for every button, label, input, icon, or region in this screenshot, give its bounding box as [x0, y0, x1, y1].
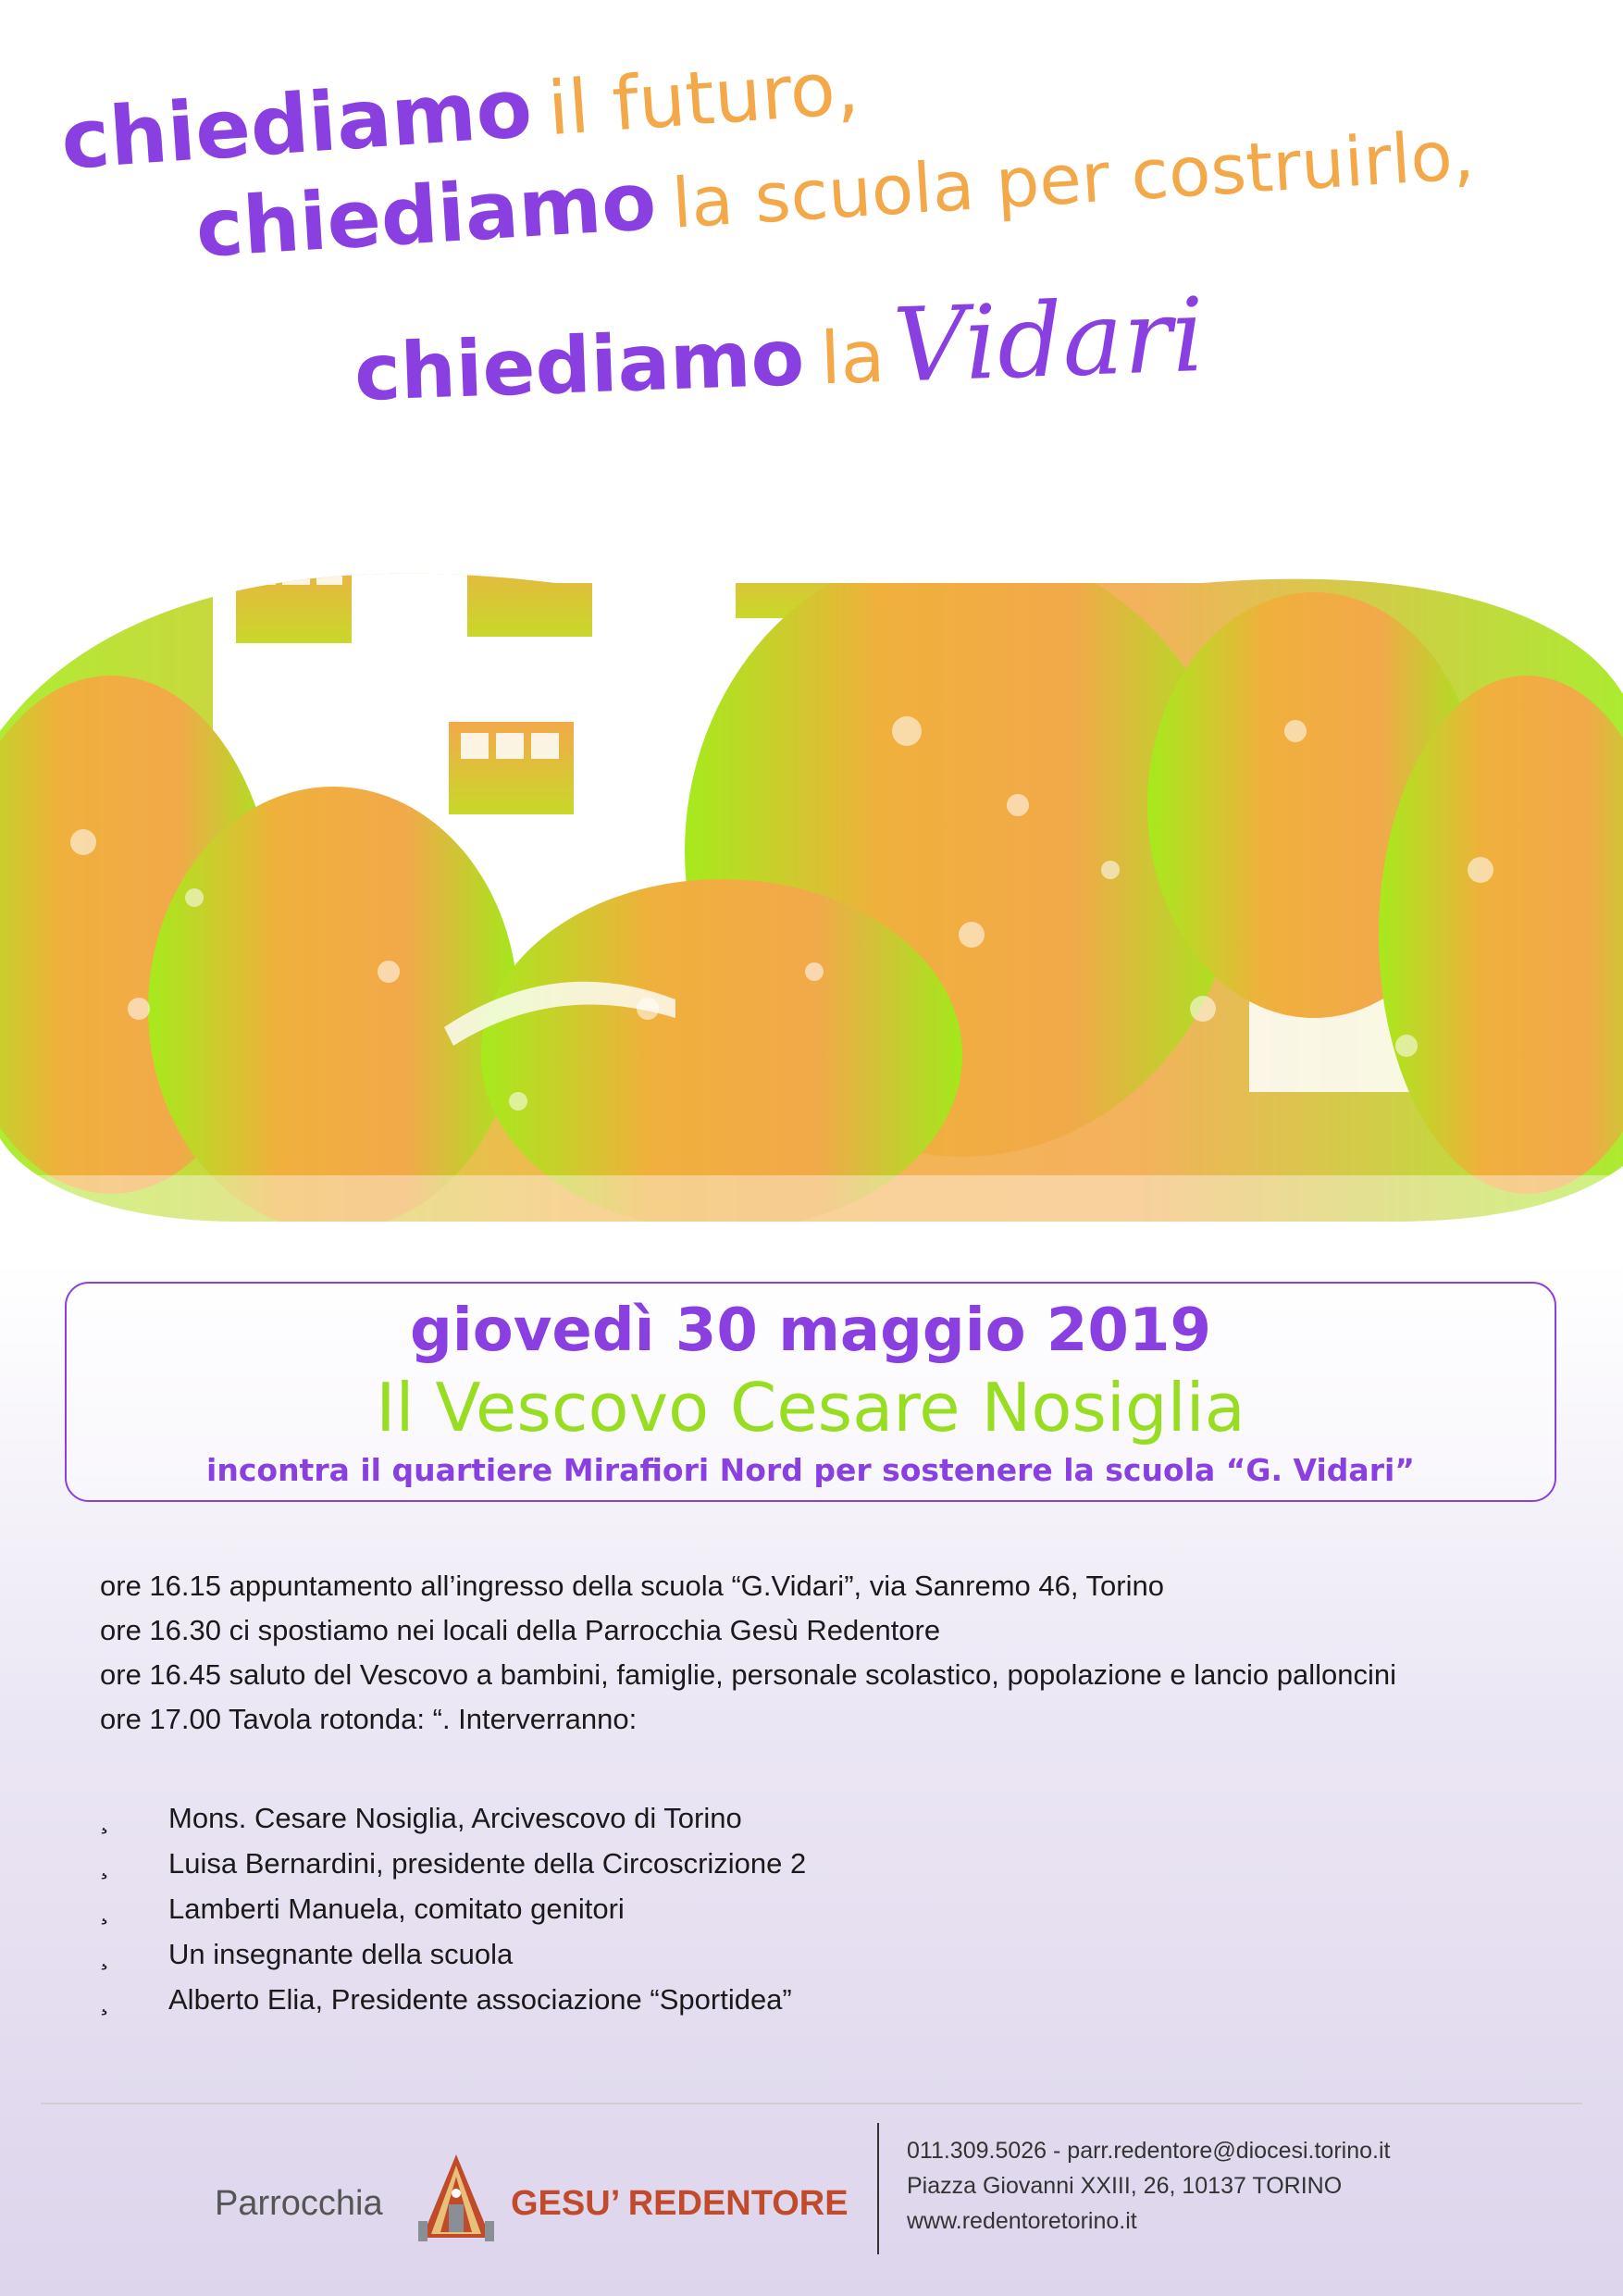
bullet-icon: ¸: [100, 1938, 110, 1970]
contact-info: [907, 2133, 1390, 2239]
event-box: [65, 1282, 1556, 1502]
schedule-item: ore 16.45 saluto del Vescovo a bambini, famiglie, personale scolastico, popolazione e lancio palloncini: [100, 1658, 1397, 1691]
bullet-icon: ¸: [100, 1802, 110, 1834]
headline-line-2-orange: la scuola per costruirlo,: [669, 115, 1477, 244]
list-item: [100, 1841, 1303, 1886]
headline-line-2-purple: chiediamo: [192, 155, 659, 276]
speaker-name: Mons. Cesare Nosiglia, Arcivescovo di Torino: [168, 1802, 742, 1834]
contact-phone-email[interactable]: 011.309.5026 - parr.redentore@diocesi.torino.it: [907, 2138, 1391, 2164]
speaker-name: Luisa Bernardini, presidente della Circoscrizione 2: [168, 1847, 807, 1880]
footer-divider-line: [41, 2103, 1582, 2104]
headline-line-1-purple: chiediamo: [57, 59, 536, 188]
list-item: [100, 1931, 1303, 1977]
church-icon: [418, 2153, 494, 2245]
headline-line-3-script: Vidari: [891, 275, 1207, 405]
bullet-icon: ¸: [100, 1893, 110, 1925]
headline: [0, 0, 1623, 481]
schedule: [100, 1564, 1543, 1742]
parish-name: GESU’ REDENTORE: [511, 2184, 849, 2223]
schedule-item: ore 16.30 ci spostiamo nei locali della Parrocchia Gesù Redentore: [100, 1614, 941, 1646]
list-item: [100, 1795, 1303, 1841]
headline-line-3-purple: chiediamo: [353, 312, 806, 419]
footer-vertical-divider: [877, 2123, 879, 2254]
speaker-name: Lamberti Manuela, comitato genitori: [168, 1893, 625, 1925]
speakers-list: [100, 1795, 1303, 2022]
speaker-name: Un insegnante della scuola: [168, 1938, 514, 1970]
schedule-item: ore 17.00 Tavola rotonda: “. Interverranno:: [100, 1703, 638, 1735]
contact-website[interactable]: www.redentoretorino.it: [907, 2208, 1137, 2234]
event-date: giovedì 30 maggio 2019: [409, 1297, 1212, 1365]
bullet-icon: ¸: [100, 1847, 110, 1880]
headline-line-3: [353, 276, 1207, 424]
speaker-name: Alberto Elia, Presidente associazione “Sportidea”: [168, 1983, 792, 2016]
school-building-illustration: [0, 453, 1623, 1222]
event-subtitle: incontra il quartiere Mirafiori Nord per sostenere la scuola “G. Vidari”: [206, 1452, 1415, 1488]
contact-address: Piazza Giovanni XXIII, 26, 10137 TORINO: [907, 2173, 1343, 2199]
parish-prefix: Parrocchia: [215, 2184, 383, 2223]
list-item: [100, 1977, 1303, 2022]
list-item: [100, 1886, 1303, 1931]
schedule-item: ore 16.15 appuntamento all’ingresso della scuola “G.Vidari”, via Sanremo 46, Torino: [100, 1570, 1164, 1602]
bullet-icon: ¸: [100, 1983, 110, 2016]
headline-line-3-orange: la: [819, 316, 886, 402]
event-speaker: Il Vescovo Cesare Nosiglia: [376, 1369, 1245, 1446]
headline-line-1-orange: il futuro,: [545, 44, 862, 153]
